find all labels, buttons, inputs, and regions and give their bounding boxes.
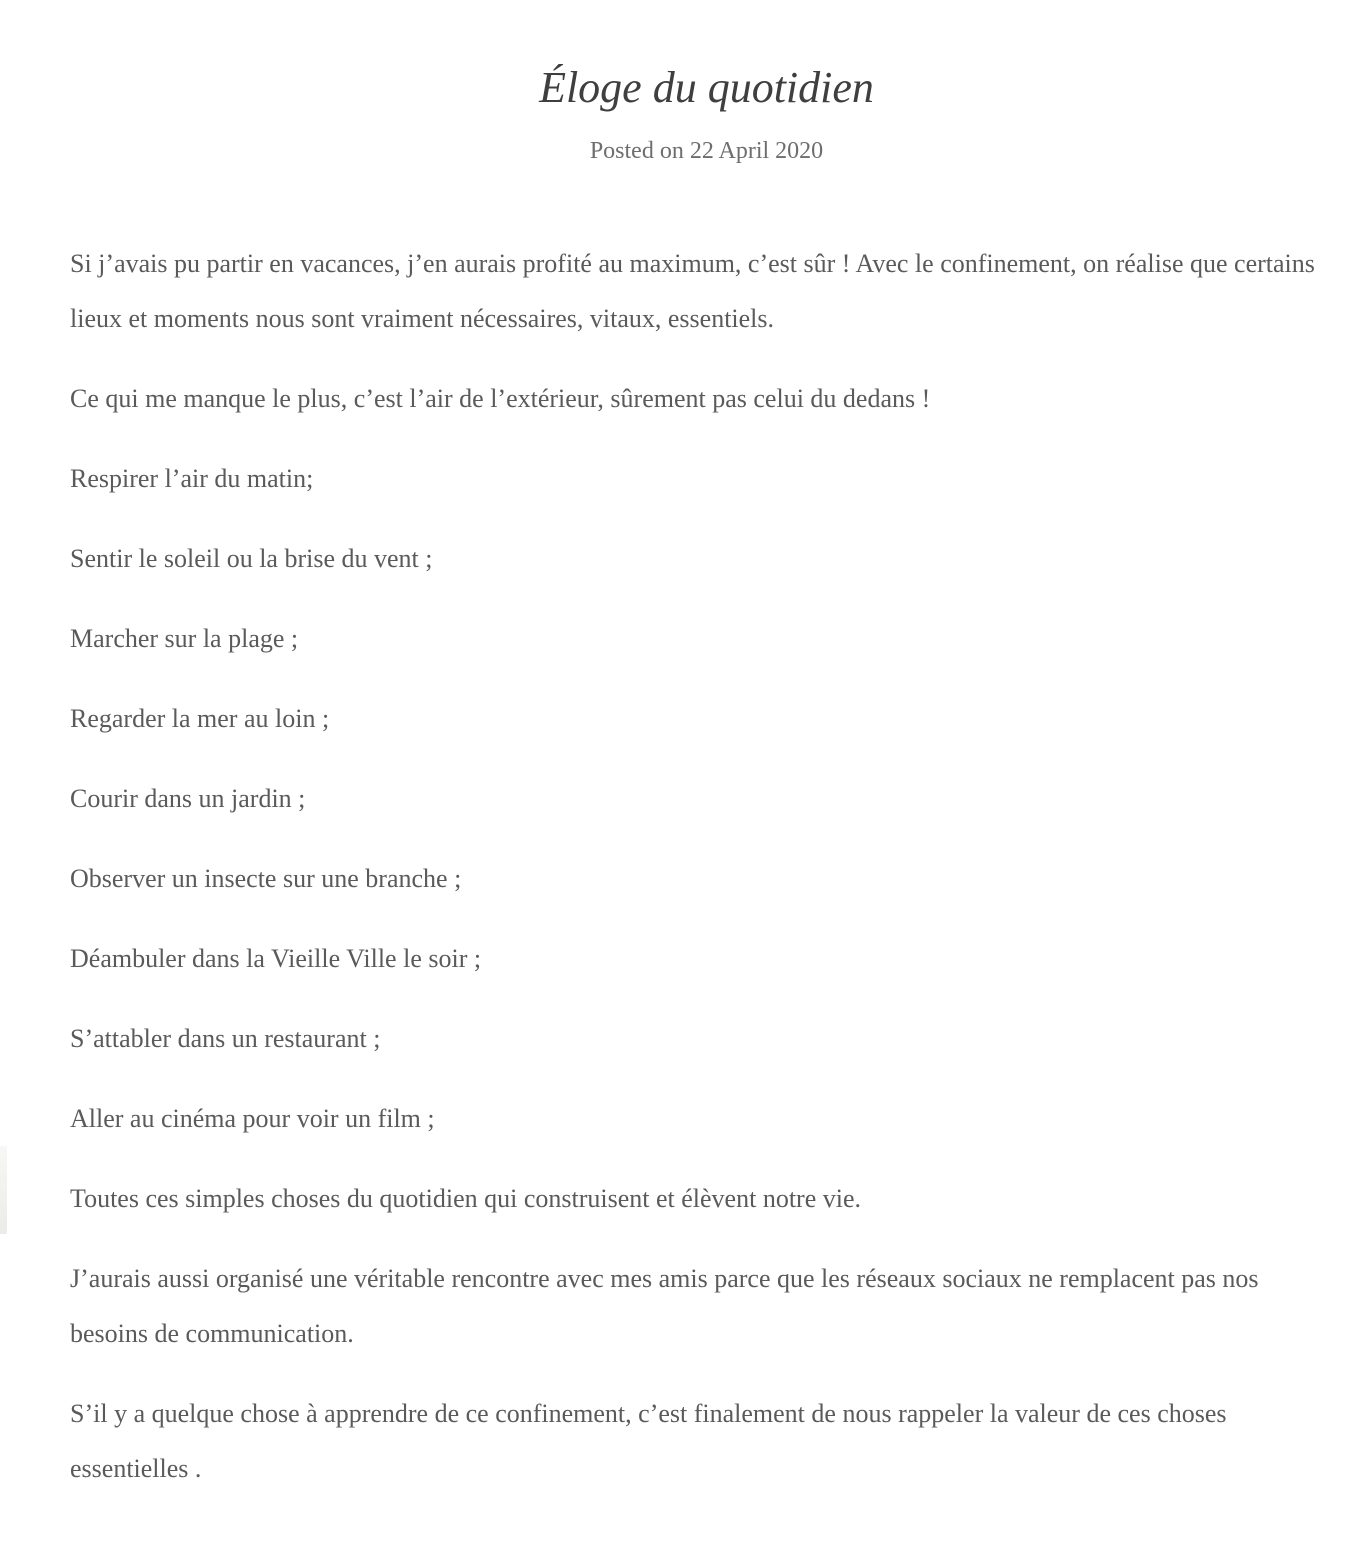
paragraph-intro: Si j’avais pu partir en vacances, j’en aurais profité au maximum, c’est sûr ! Avec le confinement, on réalise que certains lieux et moments nous sont vraiment nécessaires, vitaux, essentiels.: [70, 248, 1315, 333]
paragraph-deambuler: Déambuler dans la Vieille Ville le soir ;: [70, 943, 482, 973]
paragraph-sentir: Sentir le soleil ou la brise du vent ;: [70, 543, 433, 573]
paragraph-courir: Courir dans un jardin ;: [70, 783, 306, 813]
paragraph-manque: Ce qui me manque le plus, c’est l’air de l’extérieur, sûrement pas celui du dedans !: [70, 383, 931, 413]
paragraph-toutes: Toutes ces simples choses du quotidien qui construisent et élèvent notre vie.: [70, 1183, 862, 1213]
paragraph-conclusion: S’il y a quelque chose à apprendre de ce confinement, c’est finalement de nous rappeler la valeur de ces choses essentielles .: [70, 1398, 1227, 1483]
paragraph-cinema: Aller au cinéma pour voir un film ;: [70, 1103, 435, 1133]
paragraph-regarder: Regarder la mer au loin ;: [70, 703, 330, 733]
post-title: Éloge du quotidien: [539, 63, 874, 112]
post-body: [70, 236, 1343, 1496]
paragraph-sattabler: S’attabler dans un restaurant ;: [70, 1023, 381, 1053]
blog-post: [70, 62, 1343, 1496]
page-edge-artifact: [0, 1146, 7, 1234]
paragraph-respirer: Respirer l’air du matin;: [70, 463, 314, 493]
paragraph-rencontre: J’aurais aussi organisé une véritable rencontre avec mes amis parce que les réseaux sociaux ne remplacent pas nos besoins de communication.: [70, 1263, 1259, 1348]
paragraph-observer: Observer un insecte sur une branche ;: [70, 863, 462, 893]
paragraph-marcher: Marcher sur la plage ;: [70, 623, 299, 653]
post-date: Posted on 22 April 2020: [589, 137, 824, 164]
